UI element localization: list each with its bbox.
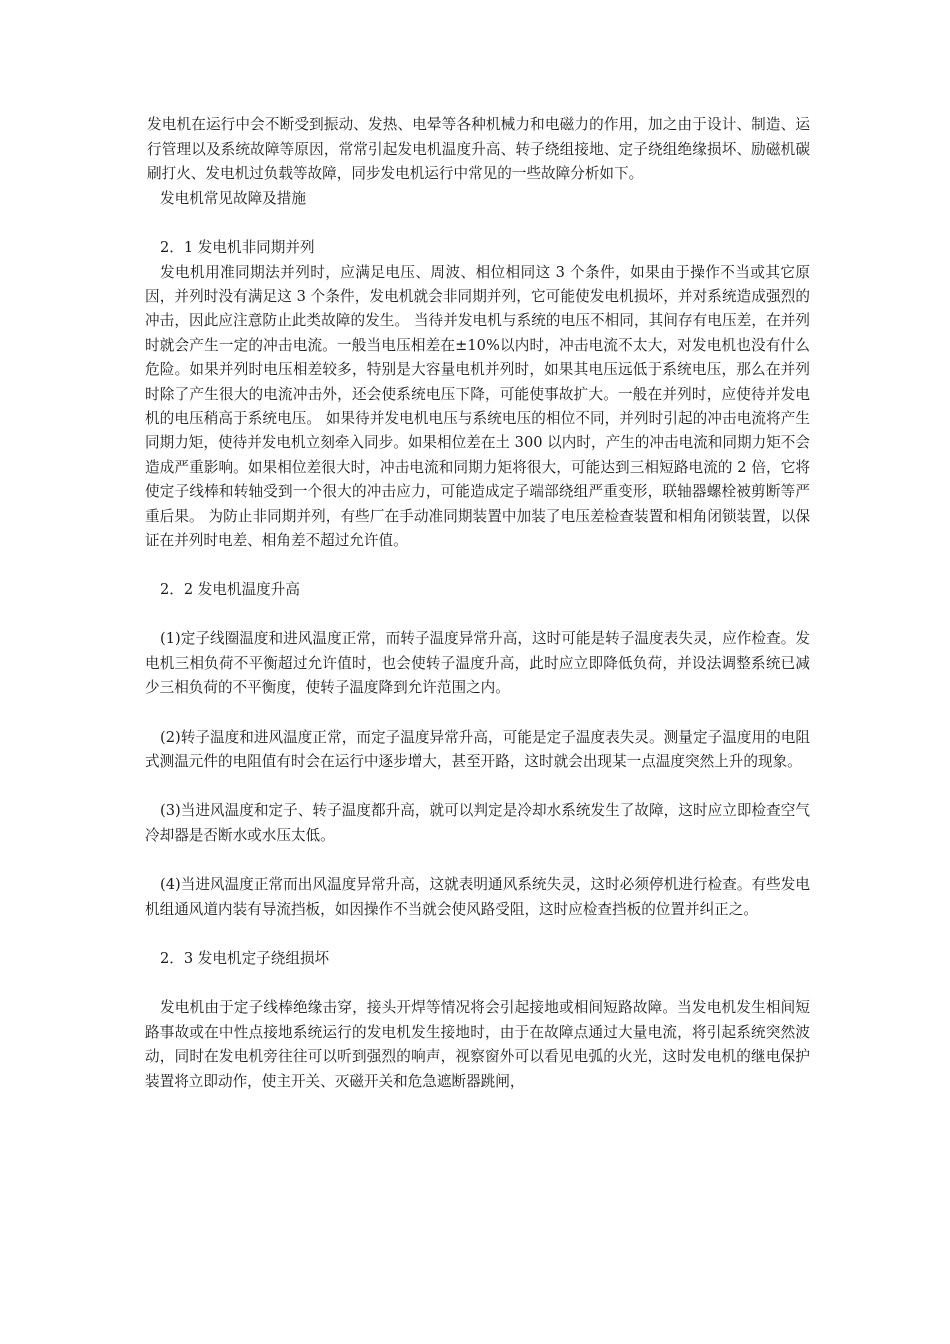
section-heading-2-1: 2．1 发电机非同期并列: [160, 238, 315, 256]
section-2-2-item-1: (1)定子线圈温度和进风温度正常，而转子温度异常升高，这时可能是转子温度表失灵，应作检查。发电机三相负荷不平衡超过允许值时，也会使转子温度升高，此时应立即降低负荷，并设法调整系统已减少三相负荷的不平衡度，使转子温度降到允许范围之内。: [145, 630, 810, 697]
section-heading-2-3: 2．3 发电机定子绕组损坏: [160, 949, 330, 967]
section-2-1-paragraph: 发电机用准同期法并列时，应满足电压、周波、相位相同这 3 个条件，如果由于操作不当或其它原因，并列时没有满足这 3 个条件，发电机就会非同期并列，它可能使发电机损坏，并对系统造成强烈的冲击，因此应注意防止此类故障的发生。 当待并发电机与系统的电压不相同，其间存有电压差，在并列时就会产生一定的冲击电流。一般当电压相差在±10%以内时，冲击电流不太大，对发电机也没有什么危险。如果并列时电压相差较多，特别是大容量电机并列时，如果其电压远低于系统电压，那么在并列时除了产生很大的电流冲击外，还会使系统电压下降，可能使事故扩大。一般在并列时，应使待并发电机的电压稍高于系统电压。 如果待并发电机电压与系统电压的相位不同，并列时引起的冲击电流将产生同期力矩，使待并发电机立刻牵入同步。如果相位差在土 300 以内时，产生的冲击电流和同期力矩不会造成严重影响。如果相位差很大时，冲击电流和同期力矩将很大，可能达到三相短路电流的 2 倍，它将使定子线棒和转轴受到一个很大的冲击应力，可能造成定子端部绕组严重变形，联轴器螺栓被剪断等严重后果。 为防止非同期并列，有些厂在手动准同期装置中加装了电压差检查装置和相角闭锁装置，以保证在并列时电差、相角差不超过允许值。: [145, 263, 810, 550]
section-2-3-paragraph: 发电机由于定子线棒绝缘击穿，接头开焊等情况将会引起接地或相间短路故障。当发电机发生相间短路事故或在中性点接地系统运行的发电机发生接地时，由于在故障点通过大量电流，将引起系统突然波动，同时在发电机旁往往可以听到强烈的响声，视察窗外可以看见电弧的火光，这时发电机的继电保护装置将立即动作，使主开关、灭磁开关和危急遮断器跳闸，: [145, 999, 810, 1090]
document-page: [145, 113, 810, 1095]
intro-paragraph: 发电机在运行中会不断受到振动、发热、电晕等各种机械力和电磁力的作用，加之由于设计、制造、运行管理以及系统故障等原因，常常引起发电机温度升高、转子绕组接地、定子绕组绝缘损坏、励磁机碳刷打火、发电机过负载等故障，同步发电机运行中常见的一些故障分析如下。: [147, 116, 810, 183]
section-2-2-item-3: (3)当进风温度和定子、转子温度都升高，就可以判定是冷却水系统发生了故障，这时应立即检查空气冷却器是否断水或水压太低。: [145, 802, 810, 844]
section-2-2-item-4: (4)当进风温度正常而出风温度异常升高，这就表明通风系统失灵，这时必须停机进行检查。有些发电机组通风道内装有导流挡板，如因操作不当就会使风路受阻，这时应检查挡板的位置并纠正之。: [145, 876, 810, 918]
main-heading: 发电机常见故障及措施: [160, 189, 306, 207]
section-2-2-item-2: (2)转子温度和进风温度正常，而定子温度异常升高，可能是定子温度表失灵。测量定子温度用的电阻式测温元件的电阻值有时会在运行中逐步增大，甚至开路，这时就会出现某一点温度突然上升的现象。: [145, 728, 810, 771]
section-heading-2-2: 2．2 发电机温度升高: [160, 581, 300, 599]
